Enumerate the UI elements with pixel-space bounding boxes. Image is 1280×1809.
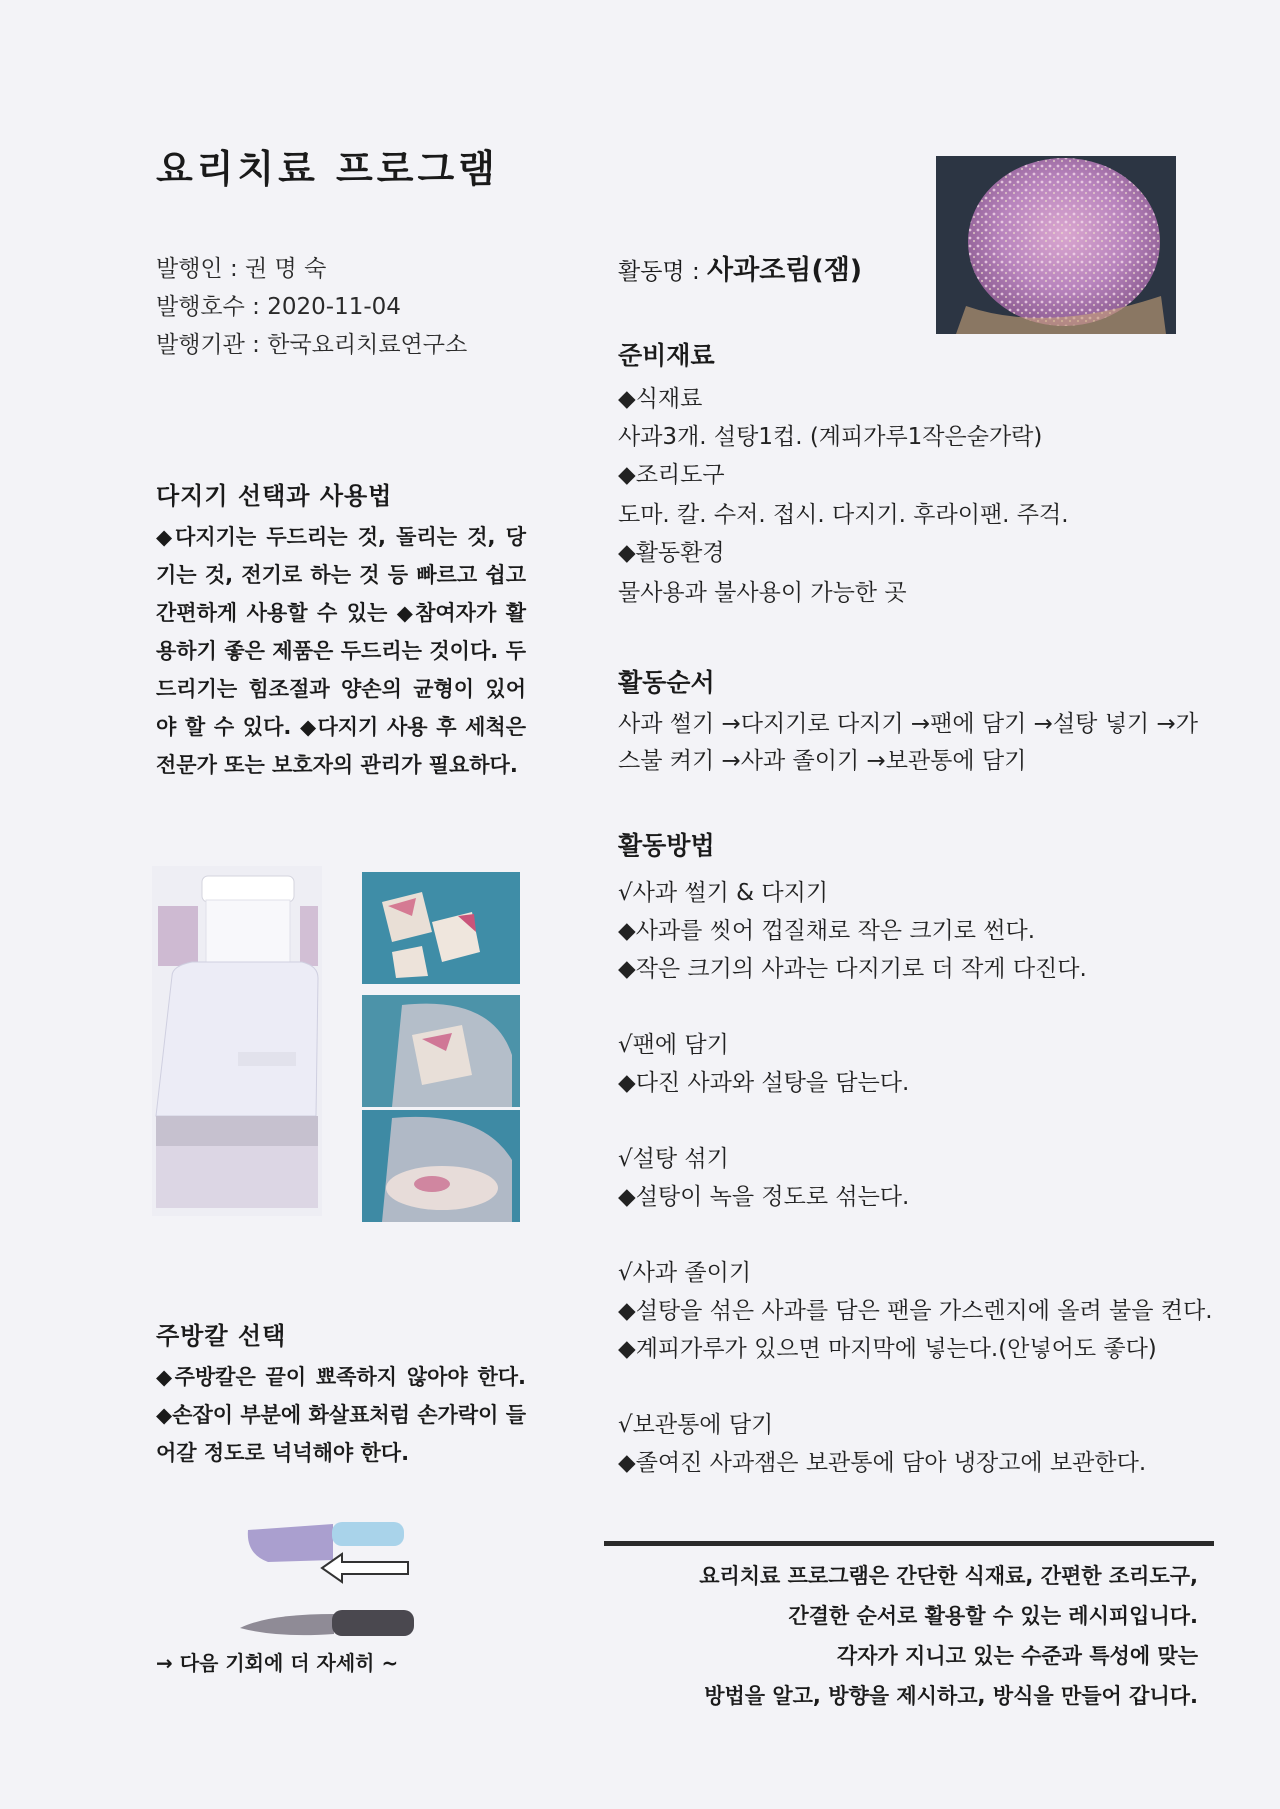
environment-text: 물사용과 불사용이 가능한 곳	[618, 580, 907, 606]
step-line: ◆작은 크기의 사과는 다지기로 더 작게 다진다.	[618, 956, 1087, 982]
step-title: √보관통에 담기	[618, 1412, 774, 1438]
chopper-body: ◆다지기는 두드리는 것, 돌리는 것, 당기는 것, 전기로 하는 것 등 빠르고 쉽고 간편하게 사용할 수 있는 ◆참여자가 활용하기 좋은 제품은 두드리는 것이다. 두드리기는 힘조절과 양손의 균형이 있어야 할 수 있다. ◆다지기 사용 후 세척은 전문가 또는 보호자의 관리가 필요하다.	[156, 525, 526, 777]
order-text: 사과 썰기 →다지기로 다지기 →팬에 담기 →설탕 넣기 →가스불 켜기 →사과 졸이기 →보관통에 담기	[618, 711, 1198, 774]
activity-name	[618, 248, 862, 287]
step-title: √팬에 담기	[618, 1032, 729, 1058]
knife-heading: 주방칼 선택	[156, 1322, 287, 1350]
step-line: ◆계피가루가 있으면 마지막에 넣는다.(안넣어도 좋다)	[618, 1336, 1157, 1362]
chopped-apple-in-chopper-photo	[362, 1110, 520, 1222]
step-title: √사과 졸이기	[618, 1260, 752, 1286]
issue-number: 발행호수 : 2020-11-04	[156, 294, 401, 320]
knife-body: ◆주방칼은 끝이 뾰족하지 않아야 한다. ◆손잡이 부분에 화살표처럼 손가락이 들어갈 정도로 넉넉해야 한다.	[156, 1365, 526, 1465]
step-title: √설탕 섞기	[618, 1146, 729, 1172]
tools-text: 도마. 칼. 수저. 접시. 다지기. 후라이팬. 주걱.	[618, 502, 1069, 528]
tools-label: ◆조리도구	[618, 462, 725, 488]
summary-line: 각자가 지니고 있는 수준과 특성에 맞는	[836, 1644, 1198, 1668]
ingredients-label: ◆식재료	[618, 386, 703, 412]
next-time-note: → 다음 기회에 더 자세히 ~	[156, 1651, 399, 1675]
publishing-org: 발행기관 : 한국요리치료연구소	[156, 332, 468, 358]
chopper-photo	[152, 866, 322, 1216]
issuer: 발행인 : 권 명 숙	[156, 256, 327, 282]
step-line: ◆다진 사과와 설탕을 담는다.	[618, 1070, 910, 1096]
summary-line: 방법을 알고, 방향을 제시하고, 방식을 만들어 갑니다.	[704, 1684, 1198, 1708]
chopper-heading: 다지기 선택과 사용법	[156, 482, 393, 510]
summary-line: 간결한 순서로 활용할 수 있는 레시피입니다.	[788, 1604, 1198, 1628]
activity-label: 활동명 :	[618, 259, 708, 285]
environment-label: ◆활동환경	[618, 540, 725, 566]
knives-illustration	[238, 1510, 418, 1650]
step-line: ◆설탕이 녹을 정도로 섞는다.	[618, 1184, 910, 1210]
prep-heading: 준비재료	[618, 341, 715, 370]
summary-divider	[604, 1541, 1214, 1546]
step-line: ◆졸여진 사과잼은 보관통에 담아 냉장고에 보관한다.	[618, 1450, 1147, 1476]
step-line: ◆설탕을 섞은 사과를 담은 팬을 가스렌지에 올려 불을 켠다.	[618, 1298, 1213, 1324]
summary-line: 요리치료 프로그램은 간단한 식재료, 간편한 조리도구,	[699, 1564, 1198, 1588]
step-line: ◆사과를 씻어 껍질채로 작은 크기로 썬다.	[618, 918, 1036, 944]
method-heading: 활동방법	[618, 831, 715, 860]
apple-in-chopper-photo	[362, 995, 520, 1107]
ingredients-text: 사과3개. 설탕1컵. (계피가루1작은숟가락)	[618, 424, 1043, 450]
chopped-apple-photo	[936, 156, 1176, 334]
step-title: √사과 썰기 & 다지기	[618, 880, 829, 906]
page-title: 요리치료 프로그램	[156, 147, 499, 191]
order-heading: 활동순서	[618, 668, 715, 697]
activity-title: 사과조림(잼)	[707, 255, 863, 286]
apple-pieces-photo	[362, 872, 520, 984]
